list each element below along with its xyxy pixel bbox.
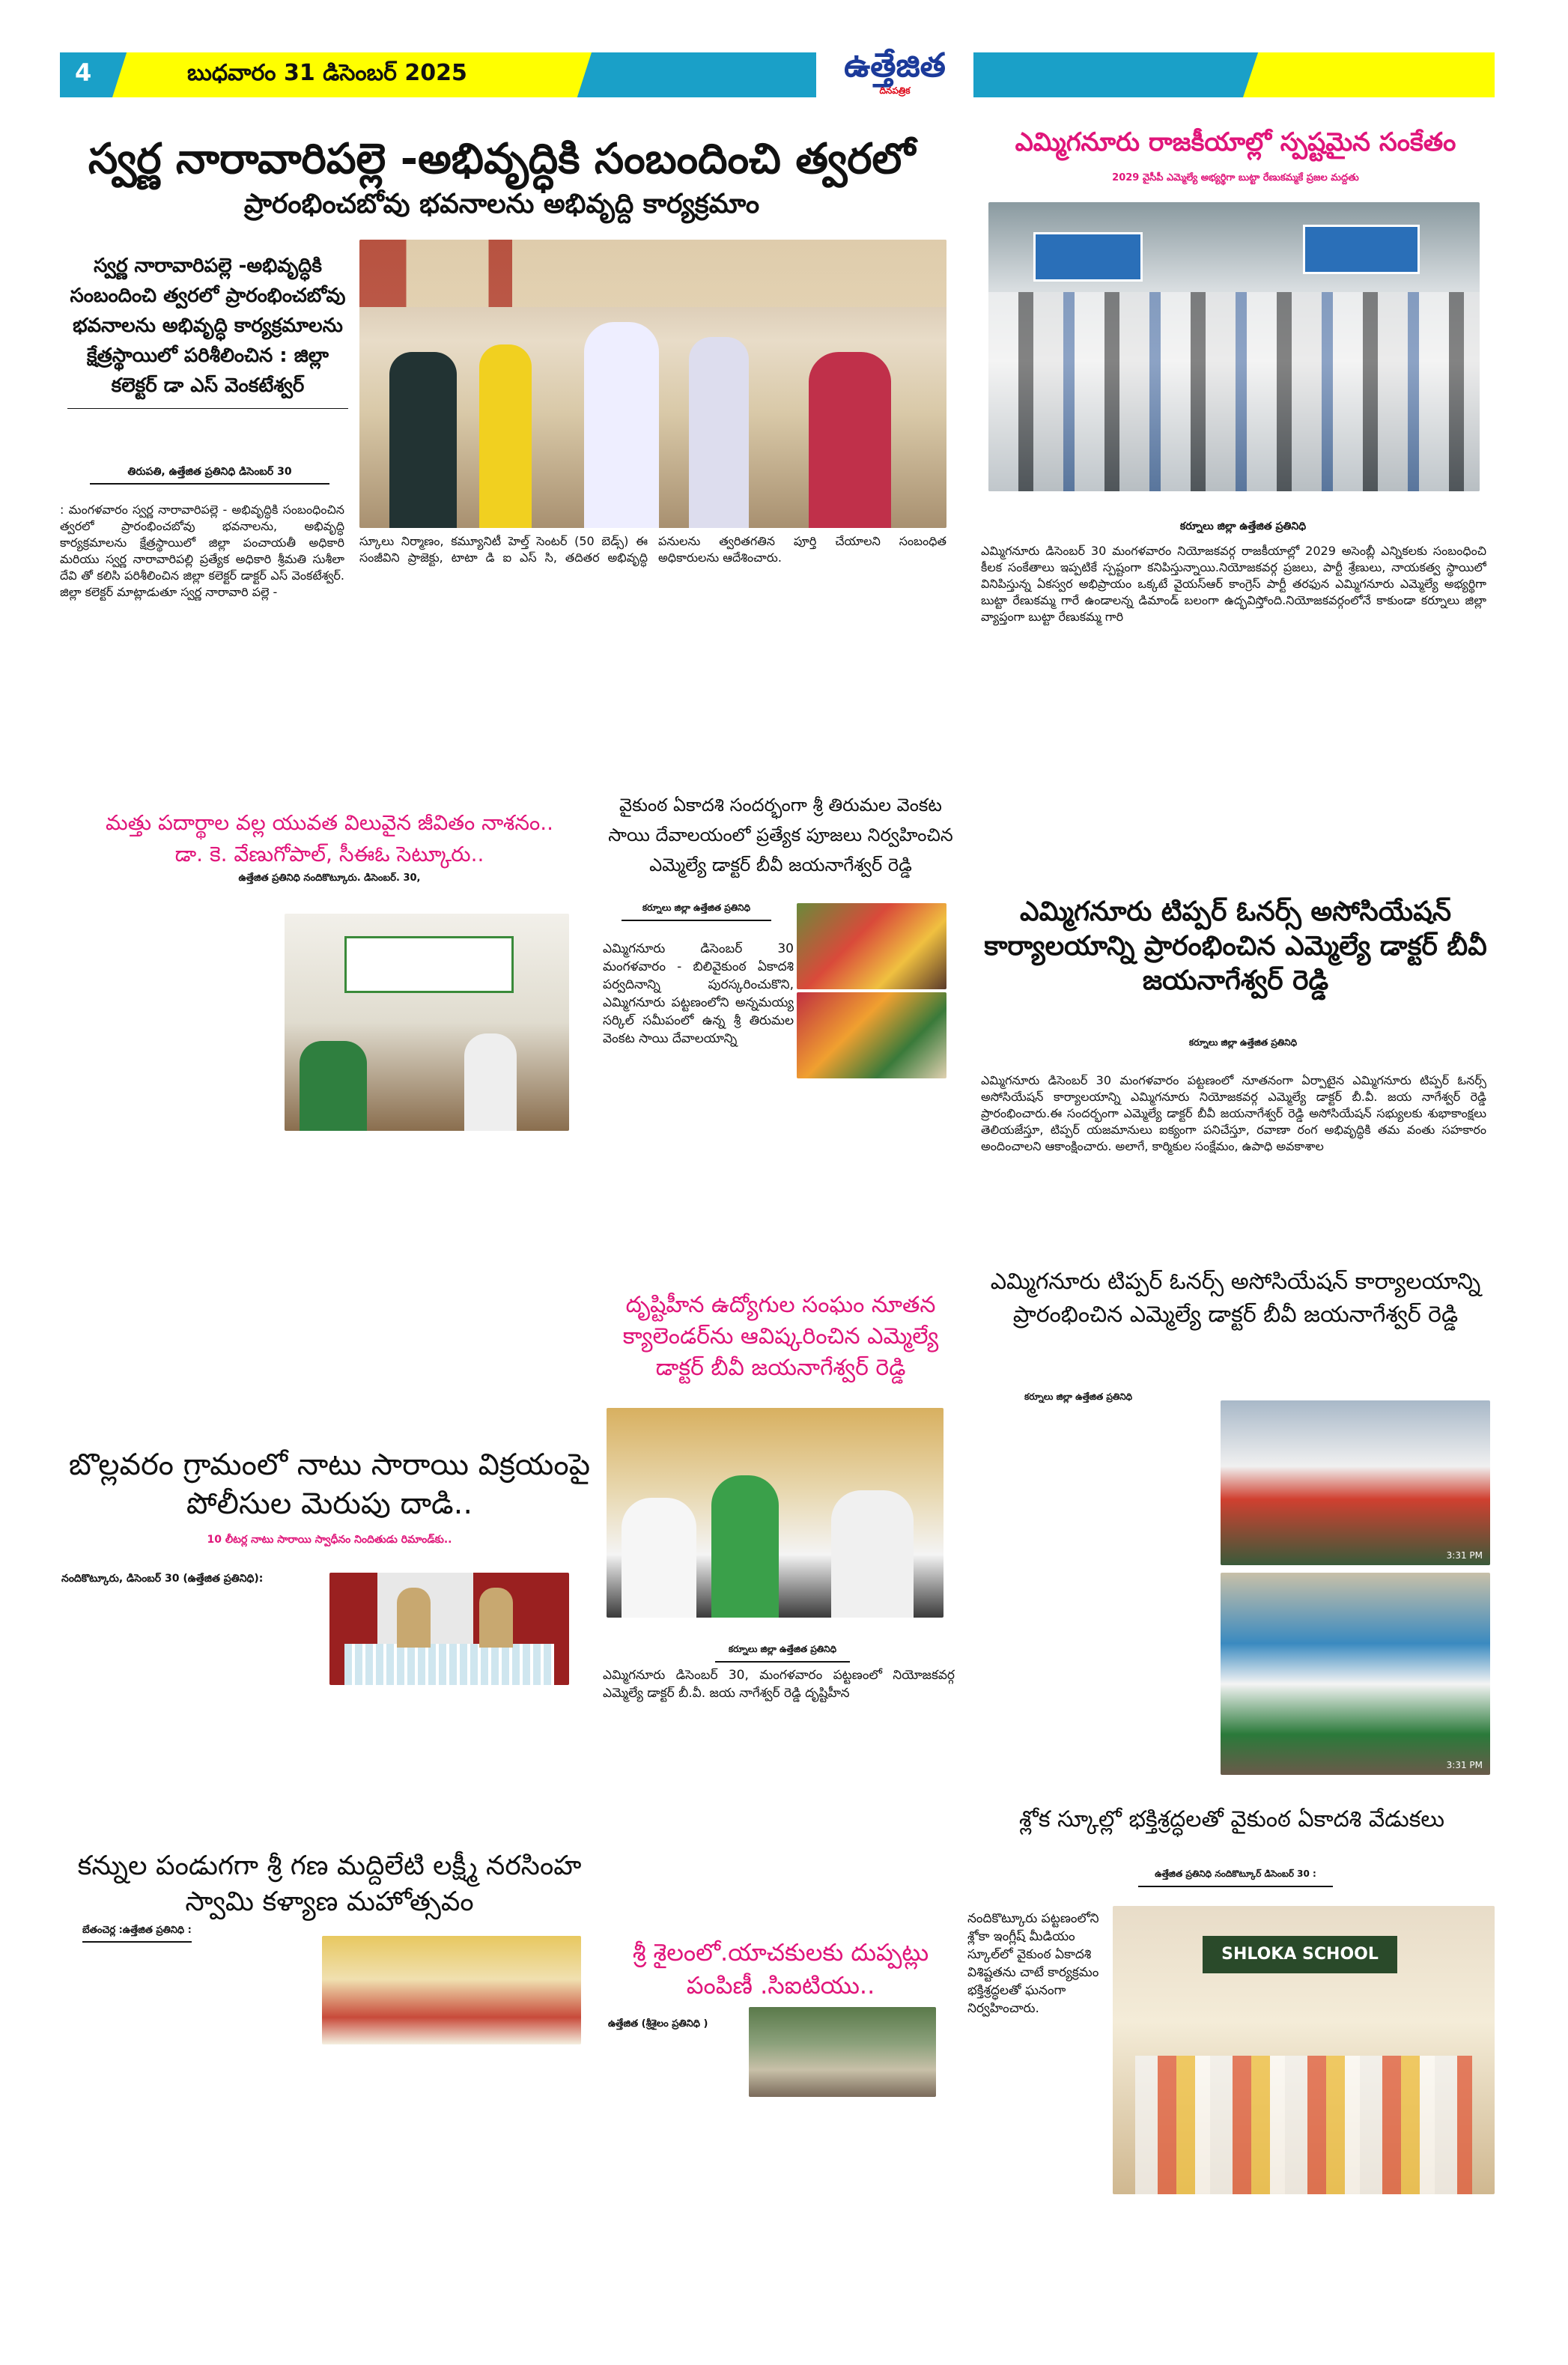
logo-text: ఉత్తేజిత xyxy=(844,46,946,85)
kannula-headline: కన్నుల పండుగగా శ్రీ గణ మద్దిలేటి లక్ష్మీ నరసింహ స్వామి కళ్యాణ మహోత్సవం xyxy=(77,1851,582,1917)
politics-subhead: 2029 వైసీపీ ఎమ్మెల్యే అభ్యర్థిగా బుట్టా రేణుకమ్మకే ప్రజల మద్దతు xyxy=(1112,172,1359,183)
drugs-headline: మత్తు పదార్థాల వల్ల యువత విలువైన జీవితం నాశనం.. xyxy=(106,810,553,835)
lead-headline-2: ప్రారంభించబోవు భవనాలను అభివృద్ది కార్యక్రమాం xyxy=(243,189,760,219)
lead-dateline: తిరుపతి, ఉత్తేజిత ప్రతినిధి డిసెంబర్ 30 xyxy=(90,466,329,485)
shloka-dateline: ఉత్తేజిత ప్రతినిధి నందికొట్కూర్ డిసెంబర్ 30 : xyxy=(1138,1868,1333,1887)
logo-subtitle: దినపత్రిక xyxy=(879,85,911,96)
bollavaram-subhead: 10 లీటర్ల నాటు సారాయి స్వాధీనం నిందితుడు రిమాండ్‌కు.. xyxy=(207,1534,452,1546)
masthead-logo xyxy=(816,46,973,106)
srisailam-photo-blanket-distribution xyxy=(749,2007,936,2097)
lead-body-col1: : మంగళవారం స్వర్ణ నారావారిపల్లె - అభివృద్ధికి సంబంధించిన త్వరలో ప్రారంభించబోవు భవనాలను, అభివృద్ధి కార్యక్రమాలను క్షేత్రస్థాయిలో జిల్లా పంచాయతీ అధికారి మరియు స్వర్ణ నారావారిపల్లి ప్రత్యేక అధికారి శ్రీమతి సుశీలా దేవి తో కలిసి పరిశీలించిన జిల్లా కలెక్టర్ డాక్టర్ ఎస్ వెంకటేశ్వర్. జిల్లా కలెక్టర్ మాట్లాడుతూ స్వర్ణ నారావారి పల్లె - xyxy=(60,503,344,599)
tipper1-headline: ఎమ్మిగనూరు టిప్పర్ ఓనర్స్ అసోసియేషన్ కార్యాలయాన్ని ప్రారంభించిన ఎమ్మెల్యే డాక్టర్ బీవీ జయనాగేశ్వర్ రెడ్డి xyxy=(984,896,1487,996)
lead-subhead: స్వర్ణ నారావారిపల్లె -అభివృద్ధికి సంబందించి త్వరలో ప్రారంభించబోవు భవనాలను అభివృద్ధి కార్యక్రమాలను క్షేత్రస్థాయిలో పరిశీలించిన : జిల్లా కలెక్టర్ డా ఎస్ వెంకటేశ్వర్ xyxy=(67,251,348,409)
lead-photo-collector-visit xyxy=(359,240,946,528)
kannula-photo-kalyanam xyxy=(322,1936,581,2044)
drugs-headline-2: డా. కె. వేణుగోపాల్, సీఈఓ సెట్కూరు.. xyxy=(174,842,484,866)
politics-photo-crowd xyxy=(988,202,1480,491)
politics-headline: ఎమ్మిగనూరు రాజకీయాల్లో స్పష్టమైన సంకేతం xyxy=(1015,127,1456,157)
blind-union-byline: కర్నూలు జిల్లా ఉత్తేజిత ప్రతినిధి xyxy=(715,1644,850,1663)
shloka-body: నందికొట్కూరు పట్టణంలోని శ్లోకా ఇంగ్లీష్ మీడియం స్కూల్‌లో వైకుంఠ ఏకాదశి విశిష్టతను చాటే కార్యక్రమం భక్తిశ్రద్ధలతో ఘనంగా నిర్వహించారు. xyxy=(967,1911,1099,2016)
vaikunta-photo-temple-1 xyxy=(797,903,946,989)
lead-headline: స్వర్ణ నారావారిపల్లె -అభివృద్ధికి సంబందించి త్వరలో xyxy=(88,135,916,183)
vaikunta-byline: కర్నూలు జిల్లా ఉత్తేజిత ప్రతినిధి xyxy=(622,902,771,921)
srisailam-headline: శ్రీ శైలంలో.యాచకులకు దుప్పట్లు పంపిణీ .సిఐటియు.. xyxy=(632,1938,929,2000)
photo-timestamp-2: 3:31 PM xyxy=(1446,1760,1483,1770)
blind-union-headline: దృష్టిహీన ఉద్యోగుల సంఘం నూతన క్యాలెండర్‌ను ఆవిష్కరించిన ఎమ్మెల్యే డాక్టర్ బీవీ జయనాగేశ్వర్ రెడ్డి xyxy=(622,1292,939,1381)
blind-union-photo-calendar xyxy=(607,1408,943,1618)
bollavaram-photo-police-seizure xyxy=(329,1573,569,1685)
srisailam-dateline: ఉత్తేజిత (శ్రీశైలం ప్రతినిధి ) xyxy=(608,2018,708,2029)
bollavaram-headline: బొల్లవరం గ్రామంలో నాటు సారాయి విక్రయంపై పోలీసుల మెరుపు దాడి.. xyxy=(68,1448,591,1521)
vaikunta-photo-temple-2 xyxy=(797,992,946,1078)
blind-union-body: ఎమ్మిగనూరు డిసెంబర్ 30, మంగళవారం పట్టణంలో నియోజకవర్గ ఎమ్మెల్యే డాక్టర్ బీ.వీ. జయ నాగేశ్వర్ రెడ్డి దృష్టిహీన xyxy=(603,1668,955,1701)
header-yellow-right xyxy=(1243,52,1495,97)
tipper2-byline: కర్నూలు జిల్లా ఉత్తేజిత ప్రతినిధి xyxy=(1024,1391,1133,1402)
vaikunta-headline: వైకుంఠ ఏకాదశి సందర్భంగా శ్రీ తిరుమల వెంకట సాయి దేవాలయంలో ప్రత్యేక పూజలు నిర్వహించిన ఎమ్మెల్యే డాక్టర్ బీవీ జయనాగేశ్వర్ రెడ్డి xyxy=(608,795,953,875)
lead-body-col2: స్కూలు నిర్మాణం, కమ్యూనిటీ హెల్త్ సెంటర్ (50 బెడ్స్) ఈ సంజీవిని ప్రాజెక్టు, టాటా డి ఐ ఎస్ సి, తదితర అభివృద్ధి పనులను త్వరితగతిన పూర్తి చేయాలని సంబంధిత అధికారులను ఆదేశించారు. xyxy=(359,534,946,565)
tipper2-photo-garland xyxy=(1221,1400,1490,1565)
vaikunta-body: ఎమ్మిగనూరు డిసెంబర్ 30 మంగళవారం - బిలివైకుంఠ ఏకాదశి పర్వదినాన్ని పురస్కరించుకొని, ఎమ్మిగనూరు పట్టణంలోని అన్నమయ్య సర్కిల్ సమీపంలో ఉన్న శ్రీ తిరుమల వెంకట సాయి దేవాలయాన్ని xyxy=(603,941,794,1046)
tipper1-byline: కర్నూలు జిల్లా ఉత్తేజిత ప్రతినిధి xyxy=(1188,1037,1298,1048)
kannula-dateline: బేతంచెర్ల :ఉత్తేజిత ప్రతినిధి : xyxy=(82,1925,192,1943)
drugs-dateline: ఉత్తేజిత ప్రతినిధి నందికొట్కూరు. డిసెంబర్. 30, xyxy=(238,872,421,884)
photo-timestamp: 3:31 PM xyxy=(1446,1550,1483,1561)
shloka-headline: శ్లోక స్కూల్లో భక్తిశ్రద్ధలతో వైకుంఠ ఏకాదశి వేడుకలు xyxy=(1018,1806,1445,1833)
drugs-photo-awareness-meeting xyxy=(285,914,569,1131)
bollavaram-dateline: నందికొట్కూరు, డిసెంబర్ 30 (ఉత్తేజిత ప్రతినిధి): xyxy=(61,1573,264,1585)
school-sign: SHLOKA SCHOOL xyxy=(1203,1936,1397,1973)
tipper2-headline: ఎమ్మిగనూరు టిప్పర్ ఓనర్స్ అసోసియేషన్ కార్యాలయాన్ని ప్రారంభించిన ఎమ్మెల్యే డాక్టర్ బీవీ జయనాగేశ్వర్ రెడ్డి xyxy=(990,1269,1481,1328)
politics-byline: కర్నూలు జిల్లా ఉత్తేజిత ప్రతినిధి xyxy=(1179,520,1307,532)
shloka-photo-school-celebration xyxy=(1113,1906,1495,2194)
tipper2-photo-ribbon-cutting xyxy=(1221,1573,1490,1775)
tipper1-body: ఎమ్మిగనూరు డిసెంబర్ 30 మంగళవారం పట్టణంలో నూతనంగా ఏర్పాటైన ఎమ్మిగనూరు టిప్పర్ ఓనర్స్ అసోసియేషన్ కార్యాలయాన్ని ఎమ్మిగనూరు నియోజకవర్గ ఎమ్మెల్యే డాక్టర్ బీ.వీ. జయ నాగేశ్వర్ రెడ్డి ప్రారంభించారు.ఈ సందర్భంగా ఎమ్మెల్యే డాక్టర్ బీవీ జయనాగేశ్వర్ రెడ్డి అసోసియేషన్ సభ్యులకు శుభాకాంక్షలు తెలియజేస్తూ, టిప్పర్ యజమానులు ఐక్యంగా పనిచేస్తూ, రవాణా రంగ అభివృద్ధికి తమ వంతు సహకారం అందించాలని ఆకాంక్షించారు. అలాగే, కార్మికుల సంక్షేమం, ఉపాధి అవకాశాల xyxy=(981,1073,1486,1153)
issue-date: బుధవారం 31 డిసెంబర్ 2025 xyxy=(187,60,467,86)
politics-body: ఎమ్మిగనూరు డిసెంబర్ 30 మంగళవారం నియోజకవర్గ రాజకీయాల్లో 2029 అసెంబ్లీ ఎన్నికలకు సంబంధించి కీలక సంకేతాలు ఇప్పటికే స్పష్టంగా కనిపిస్తున్నాయి.నియోజకవర్గ ప్రజలు, పార్టీ శ్రేణులు, నాయకత్వ స్థాయిలో వినిపిస్తున్న ఏకస్వర అభిప్రాయం ఒక్కటే వైయస్ఆర్ కాంగ్రెస్ పార్టీ తరఫున ఎమ్మిగనూరు ఎమ్మెల్యే అభ్యర్థిగా బుట్టా రేణుకమ్మ గారే ఉండాలన్న డిమాండ్ బలంగా ఉద్భవిస్తోంది.నియోజకవర్గంలోనే కాకుండా కర్నూలు జిల్లా వ్యాప్తంగా బుట్టా రేణుకమ్మ గారి xyxy=(981,544,1486,624)
page-number: 4 xyxy=(75,58,92,87)
